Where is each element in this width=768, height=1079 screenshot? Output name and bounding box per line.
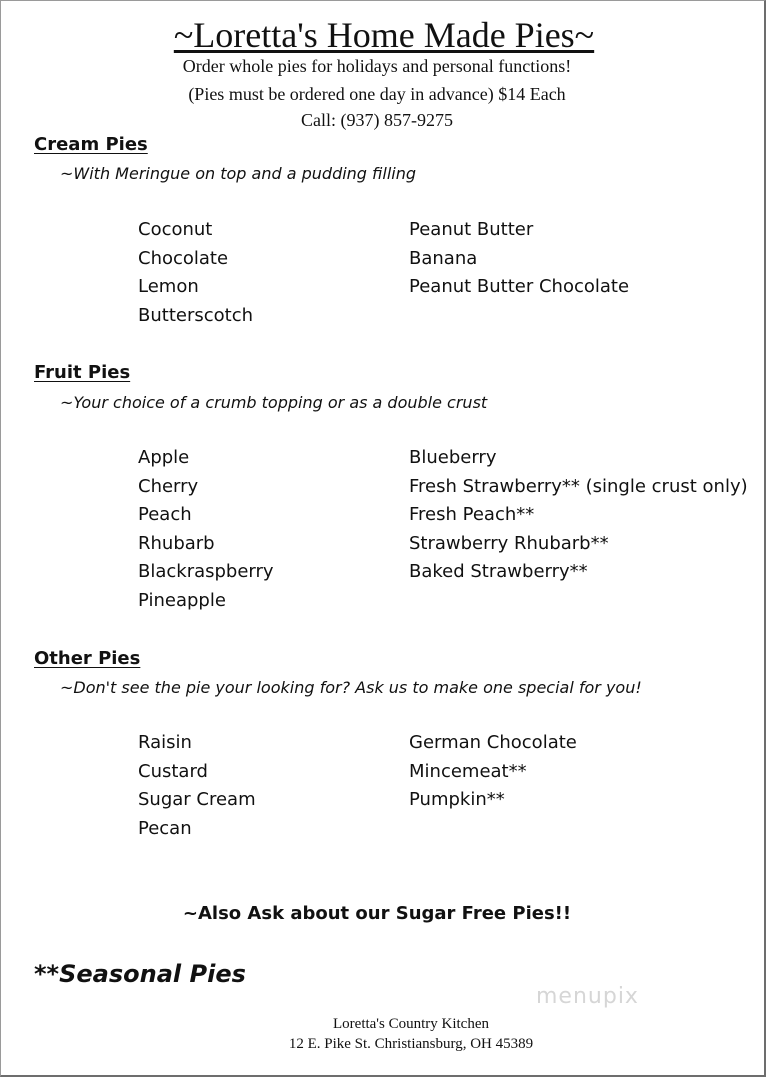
phone-line: Call: (937) 857-9275 xyxy=(301,110,453,130)
list-item: Pineapple xyxy=(138,589,226,611)
other-pies-left-list xyxy=(138,729,256,843)
list-item: Strawberry Rhubarb** xyxy=(409,532,609,554)
footer-address: 12 E. Pike St. Christiansburg, OH 45389 xyxy=(288,1036,534,1052)
fruit-pies-right-list xyxy=(409,444,748,587)
list-item: Peanut Butter xyxy=(409,219,534,240)
list-item: Coconut xyxy=(138,219,213,240)
other-pies-heading: Other Pies xyxy=(34,648,141,669)
list-item: German Chocolate xyxy=(409,732,577,753)
order-info-line: Order whole pies for holidays and personal functions! xyxy=(182,56,572,76)
advance-notice-line: (Pies must be ordered one day in advance) $14 Each xyxy=(188,84,566,104)
list-item: Lemon xyxy=(138,276,199,297)
list-item: Raisin xyxy=(138,732,192,753)
list-item: Apple xyxy=(138,447,190,468)
page-title: ~Loretta's Home Made Pies~ xyxy=(173,15,595,55)
cream-pies-description: ~With Meringue on top and a pudding filling xyxy=(60,164,417,183)
list-item: Mincemeat** xyxy=(409,760,527,782)
list-item: Chocolate xyxy=(138,247,229,269)
list-item: Peanut Butter Chocolate xyxy=(409,276,630,297)
list-item: Baked Strawberry** xyxy=(409,561,588,582)
list-item: Butterscotch xyxy=(138,304,253,326)
other-pies-right-list xyxy=(409,729,577,815)
fruit-pies-heading: Fruit Pies xyxy=(34,362,131,383)
list-item: Pumpkin** xyxy=(409,789,505,810)
cream-pies-right-list xyxy=(409,216,629,302)
list-item: Pecan xyxy=(138,817,192,839)
seasonal-pies-note: **Seasonal Pies xyxy=(34,960,246,988)
list-item: Fresh Peach** xyxy=(409,504,535,525)
list-item: Sugar Cream xyxy=(138,789,256,810)
list-item: Cherry xyxy=(138,475,199,497)
other-pies-description: ~Don't see the pie your looking for? Ask us to make one special for you! xyxy=(60,678,642,697)
menupix-watermark: menupix xyxy=(536,984,639,1009)
list-item: Fresh Strawberry** (single crust only) xyxy=(409,475,748,497)
list-item: Peach xyxy=(138,504,192,525)
fruit-pies-left-list xyxy=(138,444,274,615)
fruit-pies-description: ~Your choice of a crumb topping or as a double crust xyxy=(60,393,488,412)
sugar-free-note: ~Also Ask about our Sugar Free Pies!! xyxy=(182,903,572,924)
cream-pies-left-list xyxy=(138,216,253,330)
list-item: Blackraspberry xyxy=(138,561,274,582)
list-item: Banana xyxy=(409,247,478,269)
list-item: Blueberry xyxy=(409,447,497,468)
list-item: Custard xyxy=(138,760,208,782)
cream-pies-heading: Cream Pies xyxy=(34,134,148,155)
footer-business-name: Loretta's Country Kitchen xyxy=(333,1016,489,1032)
list-item: Rhubarb xyxy=(138,532,215,554)
